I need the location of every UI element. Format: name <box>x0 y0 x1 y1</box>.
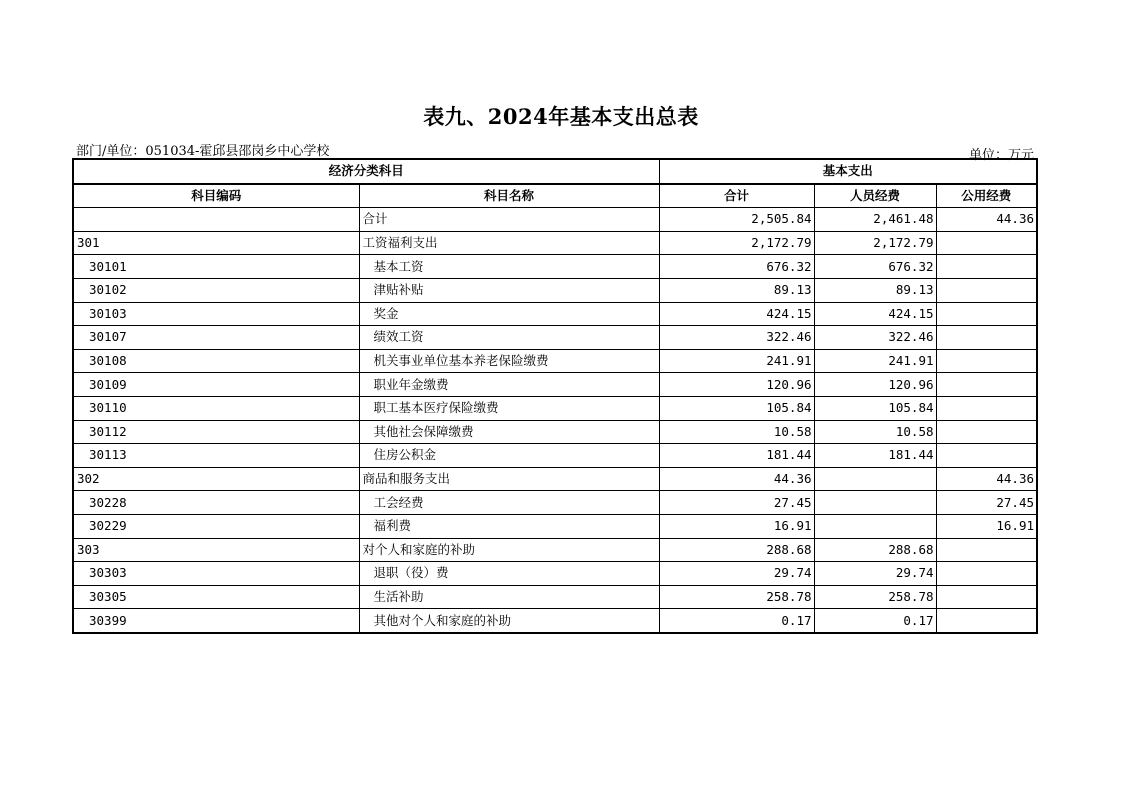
total-cell: 258.78 <box>659 585 814 609</box>
code-cell <box>73 208 359 232</box>
code-cell: 30303 <box>73 562 359 586</box>
personnel-cell: 181.44 <box>814 444 936 468</box>
header-column-row <box>73 184 1037 208</box>
name-cell: 商品和服务支出 <box>359 467 659 491</box>
name-cell: 绩效工资 <box>359 326 659 350</box>
code-cell: 30229 <box>73 514 359 538</box>
personnel-cell: 424.15 <box>814 302 936 326</box>
code-cell: 30107 <box>73 326 359 350</box>
table-row <box>73 278 1037 302</box>
name-cell: 住房公积金 <box>359 444 659 468</box>
code-cell: 30112 <box>73 420 359 444</box>
total-cell: 288.68 <box>659 538 814 562</box>
personnel-cell: 105.84 <box>814 396 936 420</box>
total-cell: 44.36 <box>659 467 814 491</box>
name-cell: 津贴补贴 <box>359 278 659 302</box>
personnel-cell <box>814 514 936 538</box>
table-row <box>73 538 1037 562</box>
code-cell: 30228 <box>73 491 359 515</box>
header-basic-expenditure: 基本支出 <box>659 159 1037 184</box>
total-cell: 120.96 <box>659 373 814 397</box>
name-cell: 机关事业单位基本养老保险缴费 <box>359 349 659 373</box>
name-cell: 职业年金缴费 <box>359 373 659 397</box>
public-cell: 44.36 <box>936 467 1037 491</box>
table-row <box>73 514 1037 538</box>
public-cell <box>936 562 1037 586</box>
public-cell <box>936 585 1037 609</box>
personnel-cell: 676.32 <box>814 255 936 279</box>
name-cell: 其他社会保障缴费 <box>359 420 659 444</box>
table-row <box>73 349 1037 373</box>
personnel-cell: 258.78 <box>814 585 936 609</box>
total-cell: 89.13 <box>659 278 814 302</box>
name-cell: 奖金 <box>359 302 659 326</box>
header-name: 科目名称 <box>359 184 659 208</box>
table-body <box>73 208 1037 633</box>
total-cell: 10.58 <box>659 420 814 444</box>
public-cell <box>936 302 1037 326</box>
personnel-cell: 2,172.79 <box>814 231 936 255</box>
total-cell: 241.91 <box>659 349 814 373</box>
name-cell: 退职（役）费 <box>359 562 659 586</box>
personnel-cell: 29.74 <box>814 562 936 586</box>
table-row <box>73 491 1037 515</box>
header-economic-classification: 经济分类科目 <box>73 159 659 184</box>
name-cell: 福利费 <box>359 514 659 538</box>
personnel-cell: 120.96 <box>814 373 936 397</box>
name-cell: 工会经费 <box>359 491 659 515</box>
code-cell: 301 <box>73 231 359 255</box>
total-cell: 676.32 <box>659 255 814 279</box>
code-cell: 30102 <box>73 278 359 302</box>
public-cell: 27.45 <box>936 491 1037 515</box>
public-cell: 44.36 <box>936 208 1037 232</box>
public-cell <box>936 444 1037 468</box>
code-cell: 303 <box>73 538 359 562</box>
header-code: 科目编码 <box>73 184 359 208</box>
table-row <box>73 255 1037 279</box>
code-cell: 30305 <box>73 585 359 609</box>
code-cell: 30399 <box>73 609 359 633</box>
public-cell <box>936 538 1037 562</box>
total-cell: 2,505.84 <box>659 208 814 232</box>
header-group-row <box>73 159 1037 184</box>
unit-label: 单位：万元 <box>968 148 1034 163</box>
table-row <box>73 585 1037 609</box>
public-cell <box>936 396 1037 420</box>
table-row <box>73 467 1037 491</box>
total-cell: 322.46 <box>659 326 814 350</box>
code-cell: 30103 <box>73 302 359 326</box>
code-cell: 30108 <box>73 349 359 373</box>
total-cell: 181.44 <box>659 444 814 468</box>
name-cell: 基本工资 <box>359 255 659 279</box>
table-row <box>73 208 1037 232</box>
department-label: 部门/单位：051034-霍邱县邵岗乡中心学校 <box>76 144 330 159</box>
total-cell: 424.15 <box>659 302 814 326</box>
page-title: 表九、2024年基本支出总表 <box>423 104 699 129</box>
table-row <box>73 231 1037 255</box>
public-cell <box>936 349 1037 373</box>
code-cell: 30113 <box>73 444 359 468</box>
table-row <box>73 609 1037 633</box>
public-cell <box>936 231 1037 255</box>
personnel-cell: 10.58 <box>814 420 936 444</box>
public-cell <box>936 373 1037 397</box>
name-cell: 生活补助 <box>359 585 659 609</box>
total-cell: 2,172.79 <box>659 231 814 255</box>
name-cell: 对个人和家庭的补助 <box>359 538 659 562</box>
personnel-cell: 0.17 <box>814 609 936 633</box>
code-cell: 30110 <box>73 396 359 420</box>
table-row <box>73 396 1037 420</box>
public-cell: 16.91 <box>936 514 1037 538</box>
header-total: 合计 <box>659 184 814 208</box>
personnel-cell: 89.13 <box>814 278 936 302</box>
expenditure-table <box>72 158 1038 634</box>
table-row <box>73 326 1037 350</box>
name-cell: 职工基本医疗保险缴费 <box>359 396 659 420</box>
personnel-cell: 241.91 <box>814 349 936 373</box>
personnel-cell: 2,461.48 <box>814 208 936 232</box>
total-cell: 16.91 <box>659 514 814 538</box>
header-personnel: 人员经费 <box>814 184 936 208</box>
personnel-cell <box>814 467 936 491</box>
total-cell: 105.84 <box>659 396 814 420</box>
name-cell: 其他对个人和家庭的补助 <box>359 609 659 633</box>
header-public: 公用经费 <box>936 184 1037 208</box>
table-row <box>73 373 1037 397</box>
public-cell <box>936 609 1037 633</box>
public-cell <box>936 326 1037 350</box>
public-cell <box>936 255 1037 279</box>
table-row <box>73 444 1037 468</box>
code-cell: 30101 <box>73 255 359 279</box>
personnel-cell: 322.46 <box>814 326 936 350</box>
personnel-cell: 288.68 <box>814 538 936 562</box>
total-cell: 29.74 <box>659 562 814 586</box>
total-cell: 27.45 <box>659 491 814 515</box>
table-row <box>73 562 1037 586</box>
public-cell <box>936 420 1037 444</box>
table-row <box>73 302 1037 326</box>
table-row <box>73 420 1037 444</box>
code-cell: 302 <box>73 467 359 491</box>
name-cell: 工资福利支出 <box>359 231 659 255</box>
personnel-cell <box>814 491 936 515</box>
total-cell: 0.17 <box>659 609 814 633</box>
code-cell: 30109 <box>73 373 359 397</box>
public-cell <box>936 278 1037 302</box>
name-cell: 合计 <box>359 208 659 232</box>
